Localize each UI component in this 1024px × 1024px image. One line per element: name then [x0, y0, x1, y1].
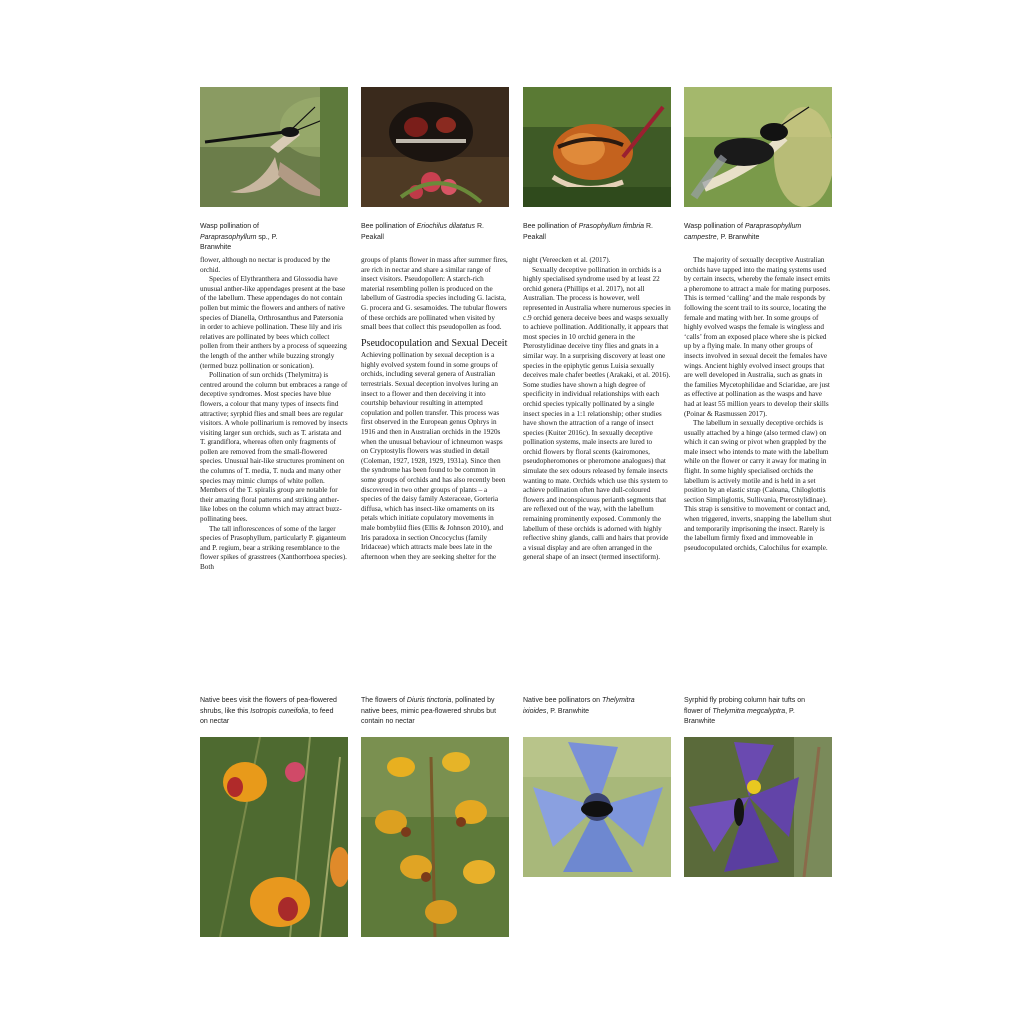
photo-wasp-paraprasophyllum — [200, 87, 348, 207]
paragraph: The tall inflorescences of some of the larger species of Prasophyllum, particularly P. giganteum and P. regium, bear a striking resemblance to the flower spikes of grasstrees (Xanthorrhoea species). Both — [200, 524, 347, 571]
paragraph: The majority of sexually deceptive Australian orchids have tapped into the mating systems used by certain insects, whereby the female insect emits a pheromone to attract a male for mating purposes. This is termed ‘calling’ and the male responds by following the scent trail to its source, locating the female and mating with her. In some groups of highly evolved wasps the female is wingless and ‘calls’ from an exposed place where she is picked up by a flying male. In many other groups of insects involved in sexual deceit the females have wings. Ancient highly evolved insect groups that are well developed in Australia, such as gnats in the families Mycetophilidae and Sciaridae, are just as effective at pollination as the wasps and have had at least 55 million years to develop their skills (Poinar & Rasmussen 2017). — [684, 256, 831, 418]
paragraph: Achieving pollination by sexual deception is a highly evolved system found in some groups of orchids, including several genera of Australian terrestrials. Sexual deception involves luring an insect to a flower and then deceiving it into courtship behaviour resulting in attempted copulation and pollen transfer. This process was first observed in the European genus Ophrys in 1916 and then in Australian orchids in the 1920s when the unusual behaviour of ichneumon wasps on Cryptostylis flowers was studied in detail (Coleman, 1927, 1928, 1929, 1931a). Since then the syndrome has been found to be common in some groups of orchids and has also recently been discovered in two other groups of plants – a species of the daisy family Asteraceae, Gorteria diffusa, which has insect-like ornaments on its petals which initiate copulatory movements in male bombyliid flies (Ellis & Johnson 2010), and Iris paradoxa in section Oncocyclus (family Iridaceae) which attracts male bees late in the afternoon when they are seeking shelter for the — [361, 351, 506, 561]
paragraph: flower, although no nectar is produced by the orchid. — [200, 256, 331, 274]
paragraph: Sexually deceptive pollination in orchids is a highly specialised syndrome used by at least 22 orchid genera (Phillips et al. 2017), not all Australian. The process is however, well represented in Australia where numerous species in c.9 orchid genera deceive bees and wasps sexually to achieve pollination. Additionally, it appears that most species in 10 orchid genera in the Pterostylidinae deceive tiny flies and gnats in a similar way. In a surprising discovery at least one species in the epiphytic genus Luisia sexually deceives male chafer beetles (Arakaki, et al. 2016). Some studies have shown a high degree of specificity in individual relationships with each orchid species typically pollinated by a single insect species in a 1:1 relationship; other studies have shown the attraction of a range of insect species (Kuiter 2016c). In sexually deceptive pollination systems, male insects are lured to orchid flowers by floral scents (kairomones, pseudopheromones or pheromone analogues) that simulate the sex odours released by female insects wanting to mate. Orchids which use this system to achieve pollination often have dull-coloured flowers and inconspicuous perianth segments that are reflexed out of the way, with the labellum remaining prominently exposed. Commonly the labellum of these orchids is adorned with highly reflective shiny glands, calli and hairs that provide a visual display and are often arranged in the general shape of an insect (termed insectiform). — [523, 265, 671, 562]
caption-bottom-3: Native bee pollinators on Thelymitra ixioides, P. Branwhite — [523, 697, 635, 715]
text-column-1 — [200, 256, 348, 573]
photo-isotropis — [200, 737, 348, 937]
paragraph: Pollination of sun orchids (Thelymitra) is centred around the column but embraces a range of deceptive syndromes. Most species have blue flowers, a colour that many types of insects find attractive; syrphid flies and small bees are regular visitors. A whole pollinarium is removed by insects visiting larger sun orchids, such as T. aristata and T. grandiflora, whereas often only fragments of pollen are removed from the small-flowered species. Unusual hair-like structures prominent on the columns of T. media, T. nuda and many other species may mimic clumps of white pollen. Members of the T. spiralis group are notable for their amazing floral patterns and striking anther-like lobes on the column which may attract buzz-pollinating bees. — [200, 371, 348, 524]
caption-top-2: Bee pollination of Eriochilus dilatatus R. Peakall — [361, 223, 484, 241]
photo-bee-prasophyllum — [523, 87, 671, 207]
caption-bottom-2: The flowers of Diuris tinctoria, pollinated by native bees, mimic pea-flowered shrubs but contain no nectar — [361, 697, 497, 725]
text-column-4 — [684, 256, 832, 553]
photo-diuris-tinctoria — [361, 737, 509, 937]
photo-bee-eriochilus — [361, 87, 509, 207]
paragraph: Species of Elythranthera and Glossodia have unusual anther-like appendages present at the base of the labellum. These appendages do not contain pollen but mimic the flowers and anthers of native species of Dianella, Orthrosanthus and Patersonia in order to achieve pollination. These lily and iris relatives are pollinated by bees which collect pollen from their anthers by a process of squeezing the length of the anther while buzzing strongly (termed buzz pollination or sonication). — [200, 275, 347, 370]
caption-top-4: Wasp pollination of Paraprasophyllum campestre, P. Branwhite — [684, 223, 802, 241]
paragraph: groups of plants flower in mass after summer fires, are rich in nectar and share a similar range of insect visitors. Pseudopollen: A starch-rich material resembling pollen is produced on the labellum of Gastrodia species including G. lacista, G. procera and G. sesamoides. The tubular flowers of these orchids are pollinated when visited by small bees that collect this pseudopollen as food. — [361, 256, 508, 332]
text-column-3 — [523, 256, 671, 563]
caption-top-3: Bee pollination of Prasophyllum fimbria R. Peakall — [523, 223, 653, 241]
paragraph: night (Vereecken et al. (2017). — [523, 256, 611, 264]
caption-top-1: Wasp pollination of Paraprasophyllum sp., P. Branwhite — [200, 223, 278, 251]
paragraph: The labellum in sexually deceptive orchids is usually attached by a hinge (also termed claw) on which it can swing or pivot when grappled by the male insect who intends to mate with the labellum while on the flower or carry it away for mating in flight. In some highly specialised orchids the labellum is actively motile and is held in a set position by an elastic strap (Caleana, Chiloglottis section Simpliglottis, Sullivania, Pterostylidinae). This strap is sensitive to movement or contact and, when triggered, inverts, snapping the labellum shut and temporarily imprisoning the insect. Rarely is the labellum firmly fixed and immoveable in pseudocopulated orchids, Calochilus for example. — [684, 419, 832, 552]
photo-thelymitra-megcalyptra — [684, 737, 832, 877]
text-column-2 — [361, 256, 509, 562]
photo-thelymitra-ixioides — [523, 737, 671, 877]
caption-bottom-4: Syrphid fly probing column hair tufts on flower of Thelymitra megcalyptra, P. Branwhite — [684, 697, 806, 725]
caption-bottom-1: Native bees visit the flowers of pea-flowered shrubs, like this Isotropis cuneifolia, to feed on nectar — [200, 697, 337, 725]
photo-wasp-campestre — [684, 87, 832, 207]
section-heading: Pseudocopulation and Sexual Deceit — [361, 337, 508, 349]
